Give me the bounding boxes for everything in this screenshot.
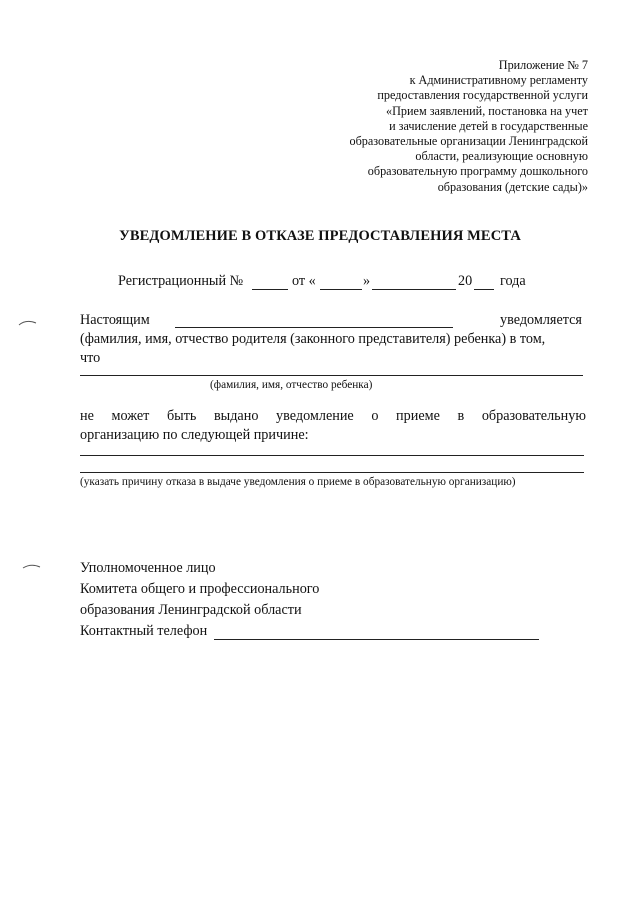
- child-name-blank: [80, 375, 583, 376]
- refusal-word: быть: [166, 408, 197, 424]
- registration-month-blank: [372, 289, 456, 290]
- registration-day-blank: [320, 289, 362, 290]
- annex-line: к Административному регламенту: [409, 73, 588, 88]
- refusal-word: приеме: [396, 408, 440, 424]
- reason-blank-1: [80, 455, 584, 456]
- annex-line: Приложение № 7: [498, 58, 588, 72]
- refusal-word: в: [457, 408, 465, 424]
- document-title: УВЕДОМЛЕНИЕ В ОТКАЗЕ ПРЕДОСТАВЛЕНИЯ МЕСТА: [119, 228, 521, 244]
- annex-line: и зачисление детей в государственные: [389, 118, 588, 133]
- notice-hereby: Настоящим: [80, 312, 150, 328]
- annex-line: «Прием заявлений, постановка на учет: [386, 103, 588, 118]
- registration-number-blank: [252, 289, 288, 290]
- signature-line-2: Комитета общего и профессионального: [80, 581, 320, 597]
- annex-line: образовательные организации Ленинградской: [349, 134, 588, 149]
- phone-label: Контактный телефон: [80, 623, 208, 639]
- phone-blank: [214, 639, 539, 640]
- reason-caption: (указать причину отказа в выдаче уведомления о приеме в образовательную организацию): [80, 476, 516, 488]
- annex-line: образования (детские сады)»: [437, 179, 588, 194]
- refusal-word: выдано: [213, 408, 259, 424]
- registration-year-word: года: [500, 273, 526, 289]
- signature-line-3: образования Ленинградской области: [80, 602, 302, 618]
- refusal-line-2: организацию по следующей причине:: [80, 427, 309, 443]
- refusal-word: уведомление: [276, 408, 354, 424]
- refusal-word: образовательную: [481, 408, 586, 424]
- notice-notified: уведомляется: [500, 312, 582, 328]
- parent-caption-line: (фамилия, имя, отчество родителя (законного представителя) ребенка) в том,: [80, 331, 546, 347]
- registration-year-blank: [474, 289, 494, 290]
- refusal-word: о: [371, 408, 379, 424]
- registration-close-quote: »: [363, 273, 371, 289]
- annex-line: области, реализующие основную: [415, 149, 588, 164]
- annex-line: образовательную программу дошкольного: [367, 164, 588, 179]
- child-caption: (фамилия, имя, отчество ребенка): [210, 379, 373, 391]
- refusal-line-1: [80, 408, 586, 425]
- reason-blank-2: [80, 472, 584, 473]
- signature-line-1: Уполномоченное лицо: [80, 560, 216, 576]
- annex-line: предоставления государственной услуги: [377, 88, 588, 103]
- refusal-word: может: [111, 408, 150, 424]
- parent-name-blank: [175, 327, 453, 328]
- registration-year-prefix: 20: [458, 273, 473, 289]
- punch-mark-top: [18, 318, 38, 328]
- refusal-word: не: [80, 408, 94, 424]
- notice-that: что: [80, 350, 101, 366]
- punch-mark-bottom: [22, 562, 42, 572]
- registration-from: от «: [292, 273, 316, 289]
- registration-label: Регистрационный №: [118, 273, 244, 289]
- annex-header: [349, 58, 588, 195]
